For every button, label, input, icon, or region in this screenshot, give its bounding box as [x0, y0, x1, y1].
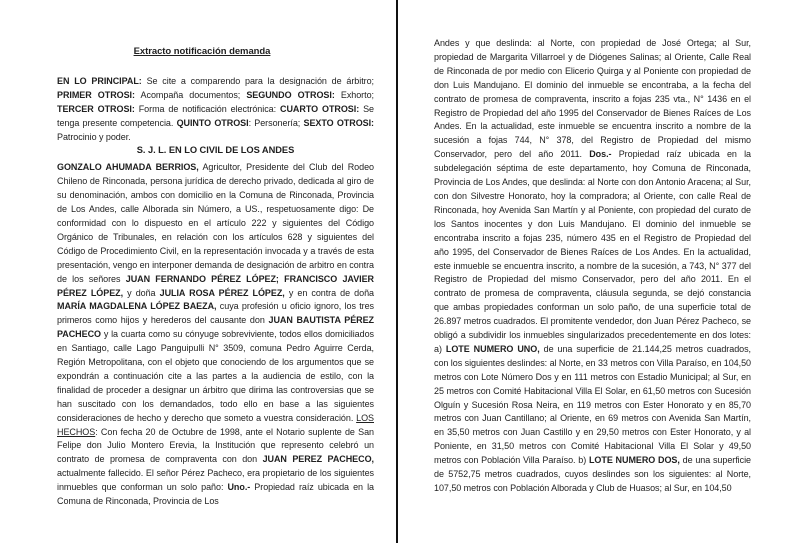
body-paragraph-right: Andes y que deslinda: al Norte, con propiedad de José Ortega; al Sur, propiedad de Margarita Villarroel y de Diógenes Salinas; al Oriente, Calle Real de Rinconada de por medio con Elicerio Quirga y al Poniente con propiedad de don Luis Mandujano. El dominio del inmueble se encontraba, a la fecha del contrato de promesa de compraventa, inscrito a fojas 235 vta., N° 1436 en el Registro de Propiedad del año 1995 del Conservador de Bienes Raíces de Los Andes. En la actualidad, este inmueble se encuentra inscrito a nombre de la sucesión a fojas 744, N° 378, del Registro de Propiedad del mismo Conservador, pero del año 2011. Dos.- Propiedad raíz ubicada en la subdelegación séptima de este departamento, hoy Comuna de Rinconada, Provincia de Los Andes, que deslinda: al Norte con don Antonio Aracena; al Sur, con don Silvestre Honorato, hoy la compradora; al Oriente, con calle Real de Rinconada, hoy Avenida San Martín y al Poniente, con propiedad del curato de los Santos inocentes y don Luis Mandujano. El dominio del inmueble se encontraba inscrito a fojas 235, número 435 en el Registro de Propiedad del año 1995, del Conservador de Bienes Raíces de Los Andes. En la actualidad, este inmueble se encuentra inscrito, a nombre de la sucesión, a 743, N° 377 del Registro de Propiedad del mismo Conservador, pero del año 2011. En el contrato de promesa de compraventa, cláusula segunda, se dejó constancia que ambas propiedades conforman un solo paño, de una superficie total de 26.897 metros cuadrados. El promitente vendedor, don Juan Pérez Pacheco, se obligó a subdividir los inmuebles singularizados precedentemente en dos lotes: a) LOTE NUMERO UNO, de una superficie de 21.144,25 metros cuadrados, con los siguientes deslindes: al Norte, en 33 metros con Villa Paraíso, en 104,50 metros con Lote Número Dos y en 111 metros con Estadio Municipal; al Sur, en 25 metros con Comité Habitacional Villa El Solar, en 61,50 metros con Sucesión Olguín y Sucesión Rosa Neira, en 119 metros con Ester Honorato y en 85,70 metros con Juan Cantillano; al Oriente, en 69 metros con Avenida San Martín, en 35,50 metros con Juan Castillo y en 29,50 metros con Ester Honorato, y al Poniente, en 31,50 metros con Comité Habitacional Villa El Solar y 49,50 metros con Población Villa Paraíso. b) LOTE NUMERO DOS, de una superficie de 5752,75 metros cuadrados, cuyos deslindes son los siguientes: al Norte, 107,50 metros con Población Alborada y Club de Huasos; al Sur, en 104,50	[434, 38, 751, 493]
page-left	[57, 0, 374, 509]
page-right	[434, 0, 751, 496]
column-divider	[396, 0, 398, 543]
court-heading: S. J. L. EN LO CIVIL DE LOS ANDES	[136, 145, 295, 156]
body-paragraph-left: GONZALO AHUMADA BERRIOS, Agricultor, Presidente del Club del Rodeo Chileno de Rinconada, persona jurídica de derecho privado, dedicada al giro de su denominación, ambos con domicilio en la Comuna de Rinconada, Provincia de Los Andes, calle Alborada sin Número, a US., respetuosamente digo: De conformidad con lo dispuesto en el artículo 222 y siguientes del Código Orgánico de Tribunales, en relación con los artículos 628 y siguientes del Código de Procedimiento Civil, en la representación invocada y a través de esta presentación, vengo en interponer demanda de designación de arbitro en contra de los señores JUAN FERNANDO PÉREZ LÓPEZ; FRANCISCO JAVIER PÉREZ LÓPEZ, y doña JULIA ROSA PÉREZ LÓPEZ, y en contra de doña MARÍA MAGDALENA LÓPEZ BAEZA, cuya profesión u oficio ignoro, los tres primeros como hijos y herederos del causante don JUAN BAUTISTA PÉREZ PACHECO y la cuarta como su cónyuge sobreviviente, todos ellos domiciliados en Santiago, calle Lago Panguipulli N° 3509, comuna Pedro Aguirre Cerda, Región Metropolitana, con el objeto que conociendo de los argumentos que se expondrán a continuación cite a las partes a la audiencia de estilo, con la finalidad de proceder a designar un árbitro que dirima las controversias que se han suscitado con los demandados, todo ello en base a las siguientes consideraciones de hecho y derecho que someto a vuestra consideración. LOS HECHOS: Con fecha 20 de Octubre de 1998, ante el Notario suplente de San Felipe don Julio Montero Erevia, la Institución que represento celebró un contrato de promesa de compraventa con don JUAN PEREZ PACHECO, actualmente fallecido. El señor Pérez Pacheco, era propietario de los siguientes inmuebles que conforman un solo paño: Uno.- Propiedad raíz ubicada en la Comuna de Rinconada, Provincia de Los	[57, 162, 375, 507]
document-title: Extracto notificación demanda	[133, 46, 271, 57]
intro-paragraph: EN LO PRINCIPAL: Se cite a comparendo para la designación de árbitro; PRIMER OTROSI: Acompaña documentos; SEGUNDO OTROSI: Exhorto; TERCER OTROSI: Forma de notificación electrónica: CUARTO OTROSI: Se tenga presente competencia. QUINTO OTROSI: Personería; SEXTO OTROSI: Patrocinio y poder.	[57, 75, 374, 142]
